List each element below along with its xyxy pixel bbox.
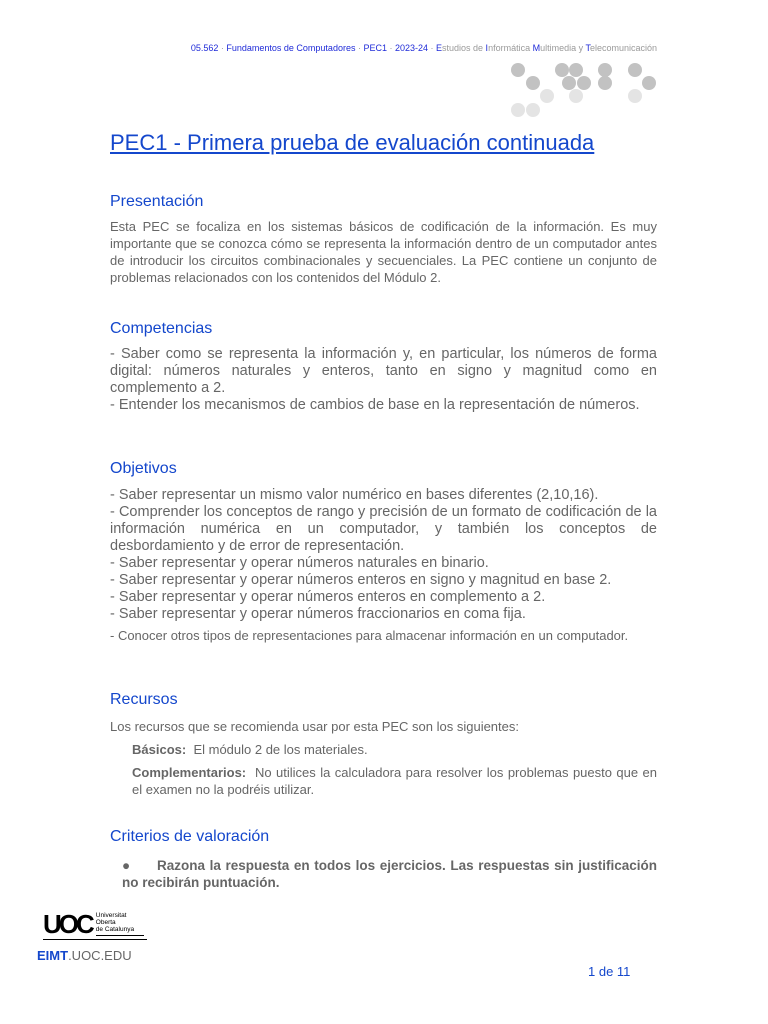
recursos-basicos: Básicos: El módulo 2 de los materiales. (132, 742, 368, 757)
objetivo-item: - Conocer otros tipos de representaciones para almacenar información en un computador. (110, 628, 629, 643)
objetivo-item: - Saber representar y operar números naturales en binario. (110, 555, 489, 571)
section-recursos (110, 691, 657, 798)
objetivo-item: - Saber representar y operar números enteros en signo y magnitud en base 2. (110, 572, 612, 588)
heading-presentacion: Presentación (110, 193, 204, 210)
objetivo-item: - Saber representar un mismo valor numérico en bases diferentes (2,10,16). (110, 487, 599, 503)
course-name: Fundamentos de Computadores (226, 43, 356, 53)
heading-competencias: Competencias (110, 320, 213, 337)
eimt-link[interactable]: EIMT.UOC.EDU (37, 948, 132, 963)
running-header: 05.562 · Fundamentos de Computadores · PEC1 · 2023-24 · Estudios de Informática Multimedia y Telecomunicación (190, 43, 657, 53)
uoc-logo-mark: UOC (43, 909, 92, 939)
section-presentacion (110, 193, 657, 286)
presentacion-text: Esta PEC se focaliza en los sistemas básicos de codificación de la información. Es muy importante que se conozca cómo se representa la información dentro de un computador antes de introducir los circuitos combinacionales y secuenciales. La PEC contiene un conjunto de problemas relacionados con los contenidos del Módulo 2. (110, 219, 657, 285)
uoc-logo-text: Universitat Oberta de Catalunya (96, 912, 144, 936)
heading-objetivos: Objetivos (110, 460, 177, 477)
studies-name: Estudios de Informática Multimedia y Telecomunicación (436, 43, 657, 53)
competencia-item: - Saber como se representa la información y, en particular, los números de forma digital: números naturales y enteros, tanto en signo y magnitud como en complemento a 2. (110, 346, 657, 396)
recursos-intro: Los recursos que se recomienda usar por esta PEC son los siguientes: (110, 719, 519, 734)
competencia-item: - Entender los mecanismos de cambios de base en la representación de números. (110, 397, 640, 413)
section-criterios (110, 828, 657, 905)
bullet-icon: ● (122, 858, 132, 873)
section-competencias (110, 320, 657, 414)
document-title[interactable]: PEC1 - Primera prueba de evaluación continuada (110, 130, 595, 155)
decorative-dots (508, 60, 658, 120)
pec-label: PEC1 (363, 43, 387, 53)
section-objetivos (110, 460, 657, 644)
recursos-complementarios: Complementarios: No utilices la calculadora para resolver los problemas puesto que en el examen no la podréis utilizar. (132, 765, 657, 797)
objetivo-item: - Comprender los conceptos de rango y precisión de un formato de codificación de la información numérica en un computador, y también los conceptos de desbordamiento y de error de representación. (110, 504, 657, 554)
objetivo-item: - Saber representar y operar números fraccionarios en coma fija. (110, 606, 526, 622)
objetivo-item: - Saber representar y operar números enteros en complemento a 2. (110, 589, 546, 605)
heading-criterios: Criterios de valoración (110, 828, 270, 845)
heading-recursos: Recursos (110, 691, 178, 708)
course-code: 05.562 (190, 43, 219, 53)
page-number: 1 de 11 (588, 964, 631, 979)
criterio-item: ● Razona la respuesta en todos los ejercicios. Las respuestas sin justificación no recibirán puntuación. (122, 858, 657, 890)
academic-year: 2023-24 (394, 43, 428, 53)
uoc-logo (43, 911, 147, 940)
